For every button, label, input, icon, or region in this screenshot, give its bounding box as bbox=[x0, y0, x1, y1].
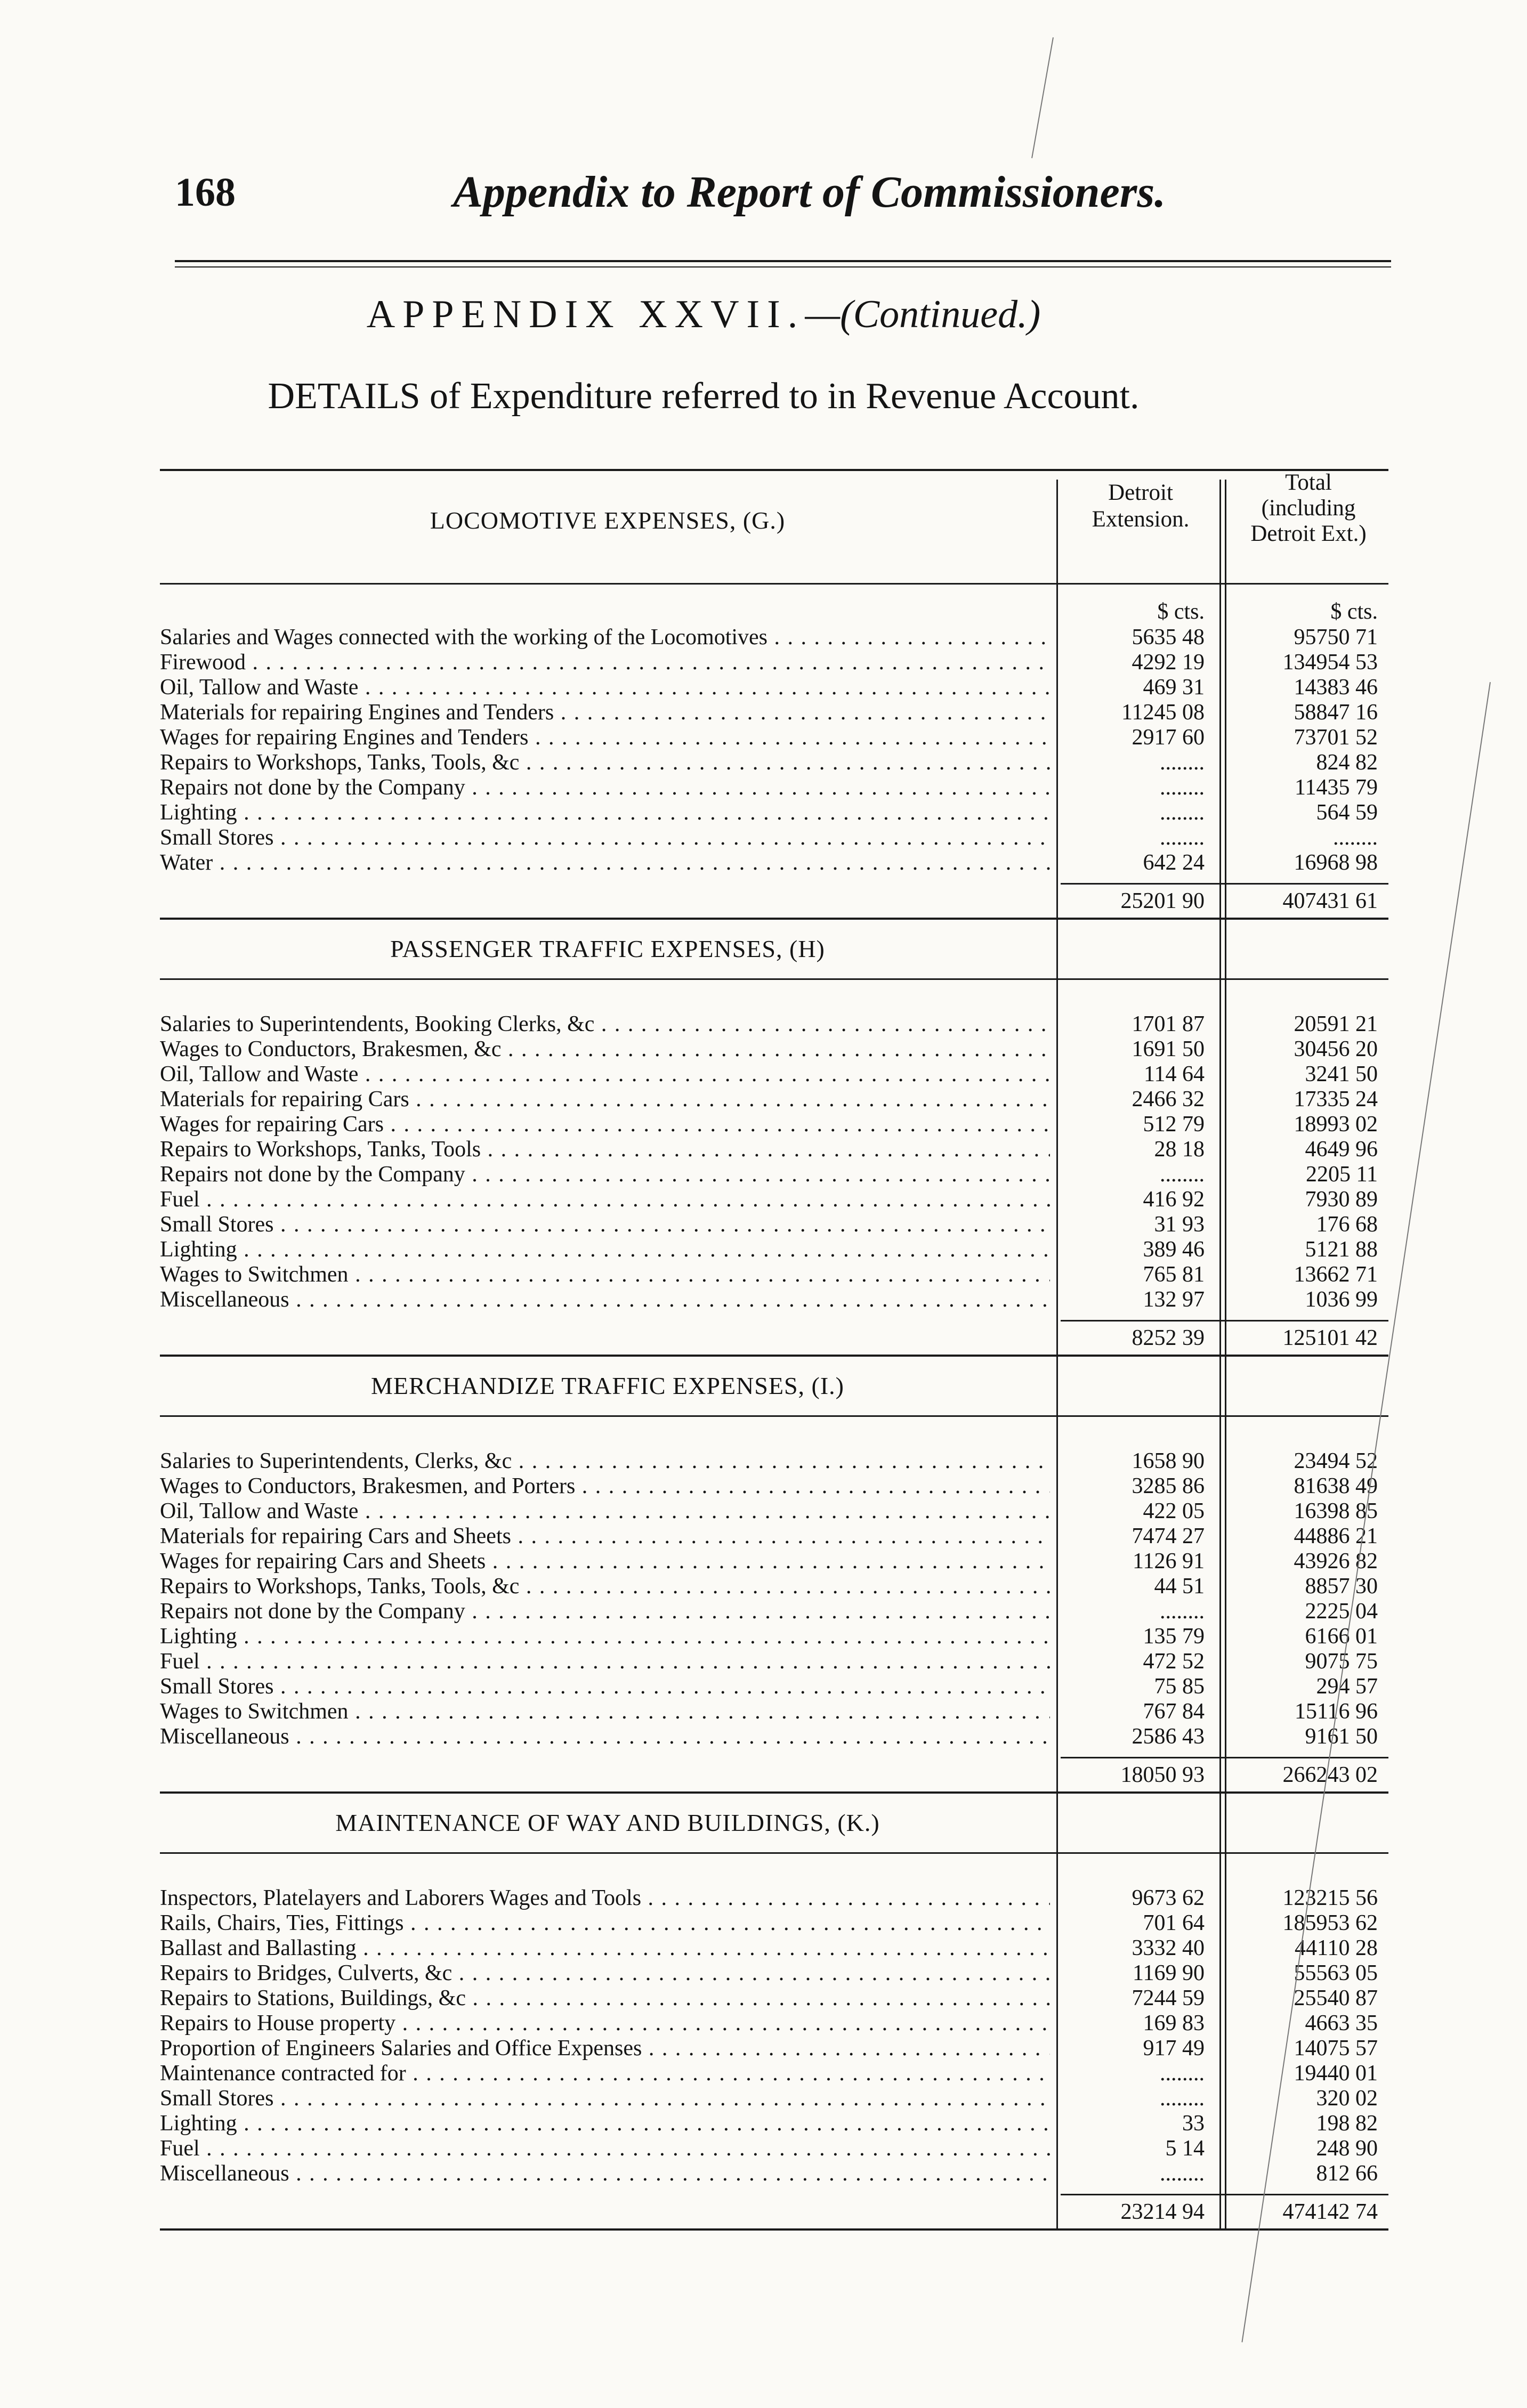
total-amount: 7930 89 bbox=[1305, 1187, 1378, 1212]
detroit-amount: 642 24 bbox=[1143, 850, 1205, 875]
detroit-amount: 31 93 bbox=[1154, 1212, 1205, 1237]
detroit-amount: 767 84 bbox=[1143, 1699, 1205, 1724]
item-label: Salaries and Wages connected with the working of the Locomotives . . . bbox=[160, 625, 1050, 650]
table-row bbox=[160, 700, 1388, 725]
detroit-heading-line2: Extension. bbox=[1092, 507, 1190, 532]
section-title: MAINTENANCE OF WAY AND BUILDINGS, (K.) bbox=[335, 1809, 880, 1836]
detroit-amount: ........ bbox=[1160, 1599, 1205, 1624]
table-row bbox=[160, 2161, 1388, 2186]
total-column-heading bbox=[1229, 470, 1388, 547]
total-amount: 25540 87 bbox=[1294, 1986, 1378, 2010]
table-row bbox=[160, 1087, 1388, 1112]
table-row bbox=[160, 1649, 1388, 1674]
item-label: Miscellaneous . . . bbox=[160, 1287, 1050, 1312]
detroit-amount: 422 05 bbox=[1143, 1499, 1205, 1523]
total-amount: 4649 96 bbox=[1305, 1137, 1378, 1162]
grand-total: 266243 02 bbox=[1282, 1763, 1378, 1787]
table-row bbox=[160, 1012, 1388, 1037]
detroit-amount: 114 64 bbox=[1144, 1062, 1205, 1087]
table-row bbox=[160, 1187, 1388, 1212]
total-amount: 15116 96 bbox=[1295, 1699, 1378, 1724]
table-row bbox=[160, 1162, 1388, 1187]
table-row bbox=[160, 1961, 1388, 1986]
table-row bbox=[160, 625, 1388, 650]
total-amount: 18993 02 bbox=[1294, 1112, 1378, 1137]
total-amount: 5121 88 bbox=[1305, 1237, 1378, 1262]
table-row bbox=[160, 2111, 1388, 2136]
detroit-amount: 5635 48 bbox=[1132, 625, 1205, 650]
table-row bbox=[160, 1674, 1388, 1699]
detroit-amount: ........ bbox=[1160, 800, 1205, 825]
total-amount: 176 68 bbox=[1316, 1212, 1378, 1237]
detroit-amount: 469 31 bbox=[1143, 675, 1205, 700]
total-amount: 8857 30 bbox=[1305, 1574, 1378, 1599]
total-amount: 81638 49 bbox=[1294, 1474, 1378, 1498]
item-label: Materials for repairing Cars and Sheets . . . bbox=[160, 1524, 1050, 1549]
item-label: Wages for repairing Cars and Sheets . . . bbox=[160, 1549, 1050, 1574]
total-amount: 16398 85 bbox=[1294, 1499, 1378, 1523]
detroit-amount: 765 81 bbox=[1143, 1262, 1205, 1287]
detroit-amount: ........ bbox=[1160, 775, 1205, 800]
units-detroit: $ cts. bbox=[1157, 599, 1205, 624]
item-label: Lighting . . . bbox=[160, 2111, 1050, 2136]
total-heading-line2: (including bbox=[1261, 496, 1356, 521]
table-row bbox=[160, 2136, 1388, 2161]
table-row bbox=[160, 1474, 1388, 1499]
total-amount: 123215 56 bbox=[1282, 1886, 1378, 1910]
total-amount: 20591 21 bbox=[1294, 1012, 1378, 1036]
section-total-row bbox=[160, 1758, 1388, 1791]
table-row bbox=[160, 725, 1388, 750]
item-label: Wages to Conductors, Brakesmen, and Porters . . . bbox=[160, 1474, 1050, 1499]
item-label: Small Stores . . . bbox=[160, 2086, 1050, 2111]
running-title: Appendix to Report of Commissioners. bbox=[453, 167, 1166, 217]
detroit-amount: ........ bbox=[1160, 2086, 1205, 2111]
item-label: Wages for repairing Engines and Tenders . . . bbox=[160, 725, 1050, 750]
detroit-total: 8252 39 bbox=[1132, 1326, 1205, 1350]
total-amount: 14383 46 bbox=[1294, 675, 1378, 700]
detroit-amount: 11245 08 bbox=[1121, 700, 1205, 725]
table-row bbox=[160, 1886, 1388, 1911]
detroit-amount: ........ bbox=[1160, 2061, 1205, 2086]
total-amount: 11435 79 bbox=[1295, 775, 1378, 800]
total-amount: 95750 71 bbox=[1294, 625, 1378, 650]
item-label: Firewood . . . bbox=[160, 650, 1050, 675]
table-row bbox=[160, 1212, 1388, 1237]
table-row bbox=[160, 650, 1388, 675]
detroit-amount: 1691 50 bbox=[1132, 1037, 1205, 1061]
expenditure-table bbox=[160, 469, 1388, 2231]
detroit-amount: 2586 43 bbox=[1132, 1724, 1205, 1749]
table-row bbox=[160, 825, 1388, 850]
total-amount: 73701 52 bbox=[1294, 725, 1378, 750]
total-amount: 55563 05 bbox=[1294, 1961, 1378, 1985]
detroit-amount: ........ bbox=[1160, 825, 1205, 850]
units-row bbox=[160, 598, 1388, 625]
detroit-amount: 4292 19 bbox=[1132, 650, 1205, 675]
total-amount: 1036 99 bbox=[1305, 1287, 1378, 1312]
detroit-amount: 472 52 bbox=[1143, 1649, 1205, 1674]
margin-pencil-stroke-top bbox=[1031, 37, 1054, 158]
table-row bbox=[160, 1911, 1388, 1936]
total-amount: 812 66 bbox=[1316, 2161, 1378, 2186]
item-label: Wages to Switchmen . . . bbox=[160, 1699, 1050, 1724]
details-title: DETAILS of Expenditure referred to in Revenue Account. bbox=[268, 376, 1140, 417]
continued-label: —(Continued.) bbox=[805, 293, 1041, 336]
total-amount: 58847 16 bbox=[1294, 700, 1378, 725]
total-amount: 248 90 bbox=[1316, 2136, 1378, 2161]
table-row bbox=[160, 2086, 1388, 2111]
item-label: Lighting . . . bbox=[160, 800, 1050, 825]
section-total-row bbox=[160, 885, 1388, 918]
detroit-total: 25201 90 bbox=[1120, 889, 1205, 913]
item-label: Miscellaneous . . . bbox=[160, 1724, 1050, 1749]
table-row bbox=[160, 1574, 1388, 1599]
table-row bbox=[160, 1724, 1388, 1749]
total-amount: 4663 35 bbox=[1305, 2011, 1378, 2036]
header-rule-bottom bbox=[175, 266, 1391, 267]
item-label: Repairs to Bridges, Culverts, &c . . . bbox=[160, 1961, 1050, 1986]
item-label: Salaries to Superintendents, Booking Clerks, &c . . . bbox=[160, 1012, 1050, 1037]
item-label: Repairs to Workshops, Tanks, Tools, &c . . . bbox=[160, 750, 1050, 775]
table-row bbox=[160, 1524, 1388, 1549]
item-label: Small Stores . . . bbox=[160, 1212, 1050, 1237]
item-label: Salaries to Superintendents, Clerks, &c . . . bbox=[160, 1449, 1050, 1474]
item-label: Small Stores . . . bbox=[160, 1674, 1050, 1699]
total-amount: 9075 75 bbox=[1305, 1649, 1378, 1674]
item-label: Wages to Conductors, Brakesmen, &c . . . bbox=[160, 1037, 1050, 1062]
detroit-amount: 75 85 bbox=[1154, 1674, 1205, 1699]
detroit-amount: 33 bbox=[1182, 2111, 1205, 2136]
section-title: PASSENGER TRAFFIC EXPENSES, (H) bbox=[390, 935, 825, 962]
total-amount: 16968 98 bbox=[1294, 850, 1378, 875]
total-amount: 19440 01 bbox=[1294, 2061, 1378, 2086]
total-amount: 43926 82 bbox=[1294, 1549, 1378, 1574]
section-total-row bbox=[160, 1321, 1388, 1355]
table-row bbox=[160, 850, 1388, 875]
section-title: MERCHANDIZE TRAFFIC EXPENSES, (I.) bbox=[370, 1372, 845, 1399]
section-heading bbox=[160, 920, 1388, 978]
table-row bbox=[160, 1549, 1388, 1574]
table-row bbox=[160, 1449, 1388, 1474]
detroit-amount: 1126 91 bbox=[1133, 1549, 1205, 1574]
item-label: Ballast and Ballasting . . . bbox=[160, 1936, 1050, 1961]
item-label: Repairs to House property . . . bbox=[160, 2011, 1050, 2036]
total-heading-line3: Detroit Ext.) bbox=[1250, 521, 1367, 546]
table-row bbox=[160, 1624, 1388, 1649]
item-label: Oil, Tallow and Waste . . . bbox=[160, 1062, 1050, 1087]
detroit-column-heading bbox=[1061, 480, 1221, 533]
header-rule-top bbox=[175, 260, 1391, 262]
item-label: Repairs not done by the Company . . . bbox=[160, 1162, 1050, 1187]
table-row bbox=[160, 2061, 1388, 2086]
detroit-amount: 44 51 bbox=[1154, 1574, 1205, 1599]
item-label: Inspectors, Platelayers and Laborers Wages and Tools . . . bbox=[160, 1886, 1050, 1911]
total-amount: 564 59 bbox=[1316, 800, 1378, 825]
page-number: 168 bbox=[175, 170, 236, 215]
detroit-amount: 1701 87 bbox=[1132, 1012, 1205, 1036]
total-amount: 6166 01 bbox=[1305, 1624, 1378, 1649]
item-label: Lighting . . . bbox=[160, 1624, 1050, 1649]
total-amount: 824 82 bbox=[1316, 750, 1378, 775]
table-row bbox=[160, 750, 1388, 775]
detroit-amount: ........ bbox=[1160, 1162, 1205, 1187]
detroit-heading-line1: Detroit bbox=[1108, 480, 1173, 505]
item-label: Repairs to Workshops, Tanks, Tools, &c . . . bbox=[160, 1574, 1050, 1599]
item-label: Water . . . bbox=[160, 850, 1050, 875]
total-amount: 44110 28 bbox=[1295, 1936, 1378, 1960]
total-amount: 3241 50 bbox=[1305, 1062, 1378, 1087]
detroit-total: 18050 93 bbox=[1120, 1763, 1205, 1787]
item-label: Lighting . . . bbox=[160, 1237, 1050, 1262]
detroit-amount: ........ bbox=[1160, 2161, 1205, 2186]
total-amount: ........ bbox=[1333, 825, 1378, 850]
item-label: Repairs to Workshops, Tanks, Tools . . . bbox=[160, 1137, 1050, 1162]
detroit-total: 23214 94 bbox=[1120, 2200, 1205, 2224]
detroit-amount: 28 18 bbox=[1154, 1137, 1205, 1162]
total-amount: 13662 71 bbox=[1294, 1262, 1378, 1287]
detroit-amount: 416 92 bbox=[1143, 1187, 1205, 1212]
table-row bbox=[160, 1037, 1388, 1062]
total-amount: 44886 21 bbox=[1294, 1524, 1378, 1548]
table-row bbox=[160, 1936, 1388, 1961]
item-label: Wages for repairing Cars . . . bbox=[160, 1112, 1050, 1137]
detroit-amount: 1658 90 bbox=[1132, 1449, 1205, 1473]
table-row bbox=[160, 800, 1388, 825]
item-label: Fuel . . . bbox=[160, 2136, 1050, 2161]
total-heading-line1: Total bbox=[1285, 470, 1332, 495]
item-label: Oil, Tallow and Waste . . . bbox=[160, 1499, 1050, 1524]
table-row bbox=[160, 1137, 1388, 1162]
table-row bbox=[160, 1699, 1388, 1724]
table-row bbox=[160, 1237, 1388, 1262]
table-row bbox=[160, 1599, 1388, 1624]
item-label: Fuel . . . bbox=[160, 1187, 1050, 1212]
detroit-amount: 7244 59 bbox=[1132, 1986, 1205, 2010]
total-amount: 134954 53 bbox=[1282, 650, 1378, 675]
item-label: Materials for repairing Engines and Tenders . . . bbox=[160, 700, 1050, 725]
detroit-amount: 701 64 bbox=[1143, 1911, 1205, 1935]
section-total-row bbox=[160, 2195, 1388, 2228]
appendix-title bbox=[0, 292, 1407, 337]
item-label: Wages to Switchmen . . . bbox=[160, 1262, 1050, 1287]
detroit-amount: 2917 60 bbox=[1132, 725, 1205, 750]
total-amount: 185953 62 bbox=[1282, 1911, 1378, 1935]
appendix-label: APPENDIX XXVII. bbox=[366, 293, 805, 336]
total-amount: 17335 24 bbox=[1294, 1087, 1378, 1112]
table-row bbox=[160, 2036, 1388, 2061]
detroit-amount: 389 46 bbox=[1143, 1237, 1205, 1262]
item-label: Rails, Chairs, Ties, Fittings . . . bbox=[160, 1911, 1050, 1936]
item-label: Repairs not done by the Company . . . bbox=[160, 1599, 1050, 1624]
column-header bbox=[160, 471, 1388, 583]
detroit-amount: 917 49 bbox=[1143, 2036, 1205, 2061]
table-row bbox=[160, 675, 1388, 700]
item-label: Small Stores . . . bbox=[160, 825, 1050, 850]
table-row bbox=[160, 1062, 1388, 1087]
total-amount: 320 02 bbox=[1316, 2086, 1378, 2111]
item-label: Maintenance contracted for . . . bbox=[160, 2061, 1050, 2086]
item-label: Proportion of Engineers Salaries and Office Expenses . . . bbox=[160, 2036, 1050, 2061]
total-amount: 9161 50 bbox=[1305, 1724, 1378, 1749]
section-end-rule bbox=[160, 2228, 1388, 2231]
grand-total: 407431 61 bbox=[1282, 889, 1378, 913]
item-label: Repairs not done by the Company . . . bbox=[160, 775, 1050, 800]
detroit-amount: ........ bbox=[1160, 750, 1205, 775]
detroit-amount: 1169 90 bbox=[1133, 1961, 1205, 1985]
grand-total: 474142 74 bbox=[1282, 2200, 1378, 2224]
detroit-amount: 132 97 bbox=[1143, 1287, 1205, 1312]
table-row bbox=[160, 1262, 1388, 1287]
units-total: $ cts. bbox=[1330, 599, 1378, 624]
item-label: Miscellaneous . . . bbox=[160, 2161, 1050, 2186]
table-row bbox=[160, 2011, 1388, 2036]
detroit-amount: 512 79 bbox=[1143, 1112, 1205, 1137]
item-label: Materials for repairing Cars . . . bbox=[160, 1087, 1050, 1112]
table-row bbox=[160, 775, 1388, 800]
detroit-amount: 9673 62 bbox=[1132, 1886, 1205, 1910]
table-row bbox=[160, 1986, 1388, 2011]
item-label: Oil, Tallow and Waste . . . bbox=[160, 675, 1050, 700]
total-amount: 30456 20 bbox=[1294, 1037, 1378, 1061]
total-amount: 2225 04 bbox=[1305, 1599, 1378, 1624]
section-heading bbox=[160, 1357, 1388, 1415]
total-amount: 2205 11 bbox=[1306, 1162, 1378, 1187]
detroit-amount: 169 83 bbox=[1143, 2011, 1205, 2036]
table-row bbox=[160, 1499, 1388, 1524]
item-label: Repairs to Stations, Buildings, &c . . . bbox=[160, 1986, 1050, 2011]
detroit-amount: 3285 86 bbox=[1132, 1474, 1205, 1498]
grand-total: 125101 42 bbox=[1282, 1326, 1378, 1350]
total-amount: 23494 52 bbox=[1294, 1449, 1378, 1473]
item-label: Fuel . . . bbox=[160, 1649, 1050, 1674]
detroit-amount: 3332 40 bbox=[1132, 1936, 1205, 1960]
locomotive-section-heading: LOCOMOTIVE EXPENSES, (G.) bbox=[430, 507, 786, 534]
detroit-amount: 5 14 bbox=[1165, 2136, 1205, 2161]
table-row bbox=[160, 1287, 1388, 1312]
section-heading bbox=[160, 1794, 1388, 1852]
detroit-amount: 2466 32 bbox=[1132, 1087, 1205, 1112]
total-amount: 198 82 bbox=[1316, 2111, 1378, 2136]
detroit-amount: 135 79 bbox=[1143, 1624, 1205, 1649]
table-row bbox=[160, 1112, 1388, 1137]
detroit-amount: 7474 27 bbox=[1132, 1524, 1205, 1548]
total-amount: 14075 57 bbox=[1294, 2036, 1378, 2061]
total-amount: 294 57 bbox=[1316, 1674, 1378, 1699]
